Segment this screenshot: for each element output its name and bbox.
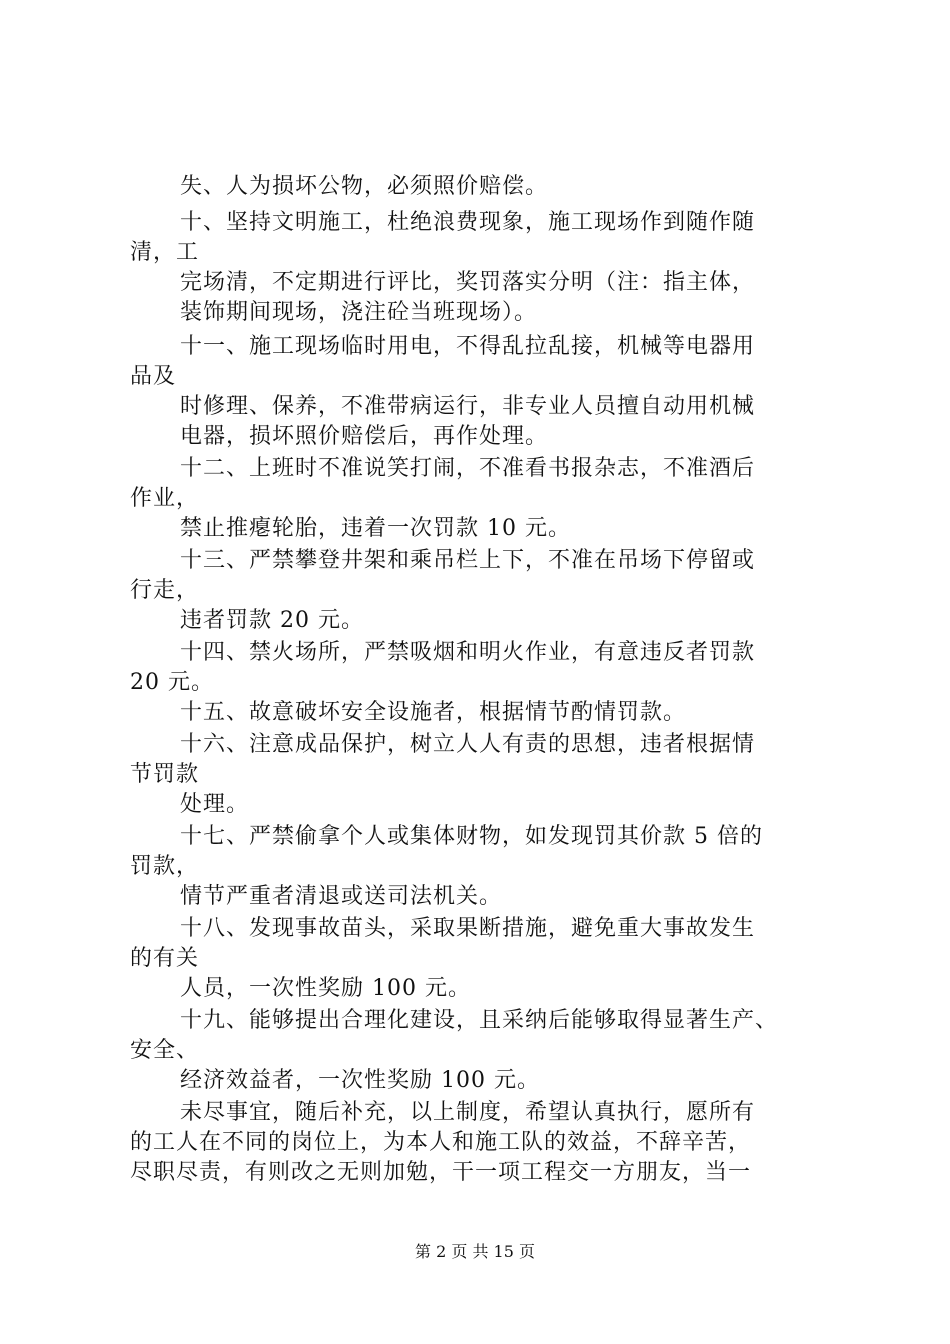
text-line: 十一、施工现场临时用电，不得乱拉乱接，机械等电器用 [180,334,756,359]
text-line: 节罚款 [130,762,200,787]
text-line: 尽职尽责，有则改之无则加勉，干一项工程交一方朋友，当一 [130,1160,752,1185]
text-line: 时修理、保养，不准带病运行，非专业人员擅自动用机械 [180,394,756,419]
text-line: 情节严重者清退或送司法机关。 [180,884,503,909]
text-line: 十八、发现事故苗头，采取果断措施，避免重大事故发生 [180,916,756,941]
text-line: 安全、 [130,1038,200,1063]
text-line: 装饰期间现场，浇注砼当班现场）。 [180,300,538,325]
text-line: 十七、严禁偷拿个人或集体财物，如发现罚其价款 5 倍的 [180,824,763,849]
page-number-footer: 第 2 页 共 15 页 [415,1242,535,1261]
text-line: 未尽事宜，随后补充，以上制度，希望认真执行，愿所有 [180,1100,756,1125]
text-line: 品及 [130,364,177,389]
text-line: 十四、禁火场所，严禁吸烟和明火作业，有意违反者罚款 [180,640,756,665]
text-line: 违者罚款 20 元。 [180,608,364,633]
text-line: 的工人在不同的岗位上，为本人和施工队的效益，不辞辛苦， [130,1130,752,1155]
text-line: 失、人为损坏公物，必须照价赔偿。 [180,174,549,199]
text-line: 经济效益者，一次性奖励 100 元。 [180,1068,540,1093]
text-line: 十三、严禁攀登井架和乘吊栏上下，不准在吊场下停留或 [180,548,756,573]
text-line: 的有关 [130,946,200,971]
text-line: 十九、能够提出合理化建设，且采纳后能够取得显著生产、 [180,1008,779,1033]
text-line: 作业， [130,486,200,511]
text-line: 禁止推瘪轮胎，违着一次罚款 10 元。 [180,516,571,541]
text-line: 清，工 [130,240,200,265]
text-line: 十二、上班时不准说笑打闹，不准看书报杂志，不准酒后 [180,456,756,481]
text-line: 十、坚持文明施工，杜绝浪费现象，施工现场作到随作随 [180,210,756,235]
text-line: 十六、注意成品保护，树立人人有责的思想，违者根据情 [180,732,756,757]
text-line: 十五、故意破坏安全设施者，根据情节酌情罚款。 [180,700,687,725]
text-line: 处理。 [180,792,250,817]
text-line: 电器，损坏照价赔偿后，再作处理。 [180,424,549,449]
text-line: 罚款， [130,854,200,879]
text-line: 20 元。 [130,670,214,695]
text-line: 行走， [130,578,200,603]
text-line: 人员，一次性奖励 100 元。 [180,976,471,1001]
text-line: 完场清，不定期进行评比，奖罚落实分明（注：指主体， [180,270,756,295]
